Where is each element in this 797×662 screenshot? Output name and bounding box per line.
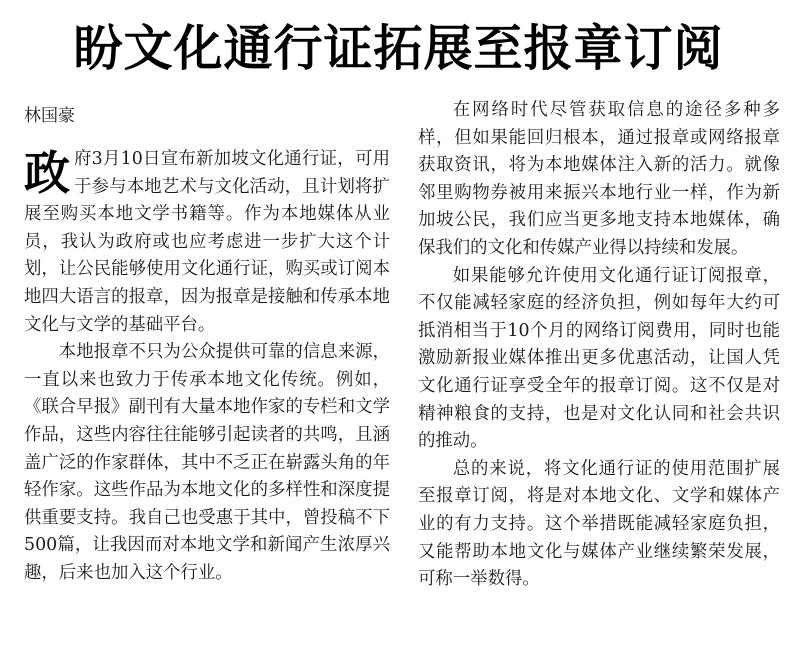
right-paragraph-3: 总的来说，将文化通行证的使用范围扩展至报章订阅，将是对本地文化、文学和媒体产业的有力支持。这个举措既能减轻家庭负担，又能帮助本地文化与媒体产业继续繁荣发展，可称一举数得。 [418, 458, 780, 590]
left-column [24, 146, 390, 588]
left-paragraph-1-text: 府3月10日宣布新加坡文化通行证，可用于参与本地艺术与文化活动，且计划将扩展至购买本地文学书籍等。作为本地媒体从业员，我认为政府或也应考虑进一步扩大这个计划，让公民能够使用文化通行证，购买或订阅本地四大语言的报章，因为报章是接触和传承本地文化与文学的基础平台。 [24, 149, 390, 335]
right-paragraph-1: 在网络时代尽管获取信息的途径多种多样，但如果能回归根本，通过报章或网络报章获取资讯，将为本地媒体注入新的活力。就像邻里购物券被用来振兴本地行业一样，作为新加坡公民，我们应当更多地支持本地媒体，确保我们的文化和传媒产业得以持续和发展。 [418, 100, 780, 258]
article-headline: 盼文化通行证拓展至报章订阅 [73, 20, 724, 77]
left-paragraph-1 [24, 146, 390, 339]
right-paragraph-2: 如果能够允许使用文化通行证订阅报章，不仅能减轻家庭的经济负担，例如每年大约可抵消相当于10个月的网络订阅费用，同时也能激励新报业媒体推出更多优惠活动，让国人凭文化通行证享受全年的报章订阅。这不仅是对精神粮食的支持，也是对文化认同和社会共识的推动。 [418, 265, 780, 452]
left-paragraph-2: 本地报章不只为公众提供可靠的信息来源，一直以来也致力于传承本地文化传统。例如，《联合早报》副刊有大量本地作家的专栏和文学作品，这些内容往往能够引起读者的共鸣，且涵盖广泛的作家群体，其中不乏正在崭露头角的年轻作家。这些作品为本地文化的多样性和深度提供重要支持。我自己也受惠于其中，曾投稿不下500篇，让我因而对本地文学和新闻产生浓厚兴趣，后来也加入这个行业。 [24, 342, 390, 583]
author-byline: 林国豪 [24, 106, 75, 126]
drop-cap: 政 [24, 146, 70, 200]
right-column [418, 97, 780, 594]
